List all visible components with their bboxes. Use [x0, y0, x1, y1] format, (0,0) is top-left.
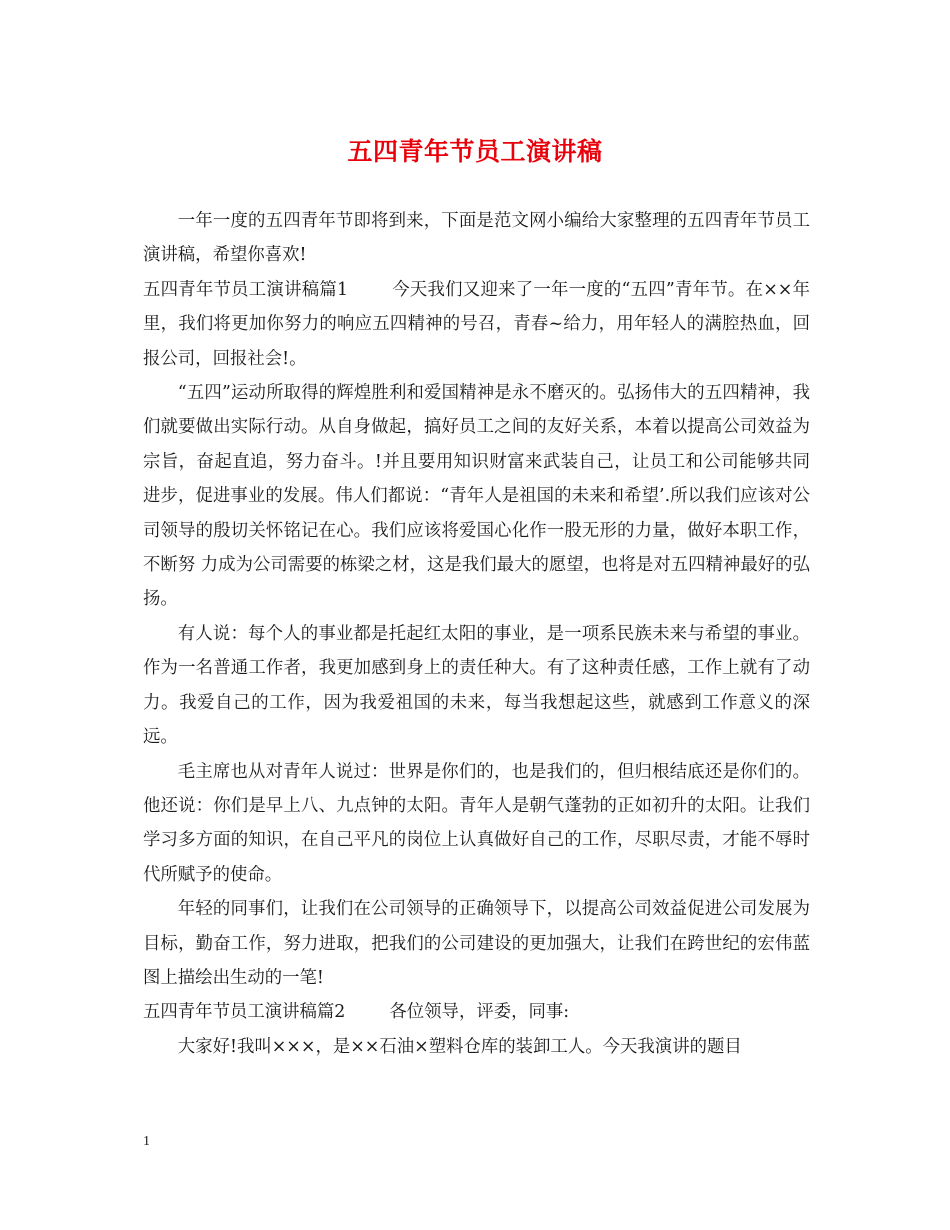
section-2-heading: 五四青年节员工演讲稿篇2 [143, 1002, 346, 1023]
body-paragraph: 有人说：每个人的事业都是托起红太阳的事业，是一项系民族未来与希望的事业。作为一名普通工作者，我更加感到身上的责任种大。有了这种责任感，工作上就有了动力。我爱自己的工作，因为我爱祖国的未来，每当我想起这些，就感到工作意义的深远。 [143, 623, 810, 748]
body-paragraph: “五四”运动所取得的辉煌胜利和爱国精神是永不磨灭的。弘扬伟大的五四精神，我们就要做出实际行动。从自身做起，搞好员工之间的友好关系，本着以提高公司效益为宗旨，奋起直追，努力奋斗。!并且要用知识财富来武装自己，让员工和公司能够共同进步，促进事业的发展。伟人们都说：“青年人是祖国的未来和希望’.所以我们应该对公司领导的殷切关怀铭记在心。我们应该将爱国心化作一股无形的力量，做好本职工作，不断努 力成为公司需要的栋梁之材，这是我们最大的愿望，也将是对五四精神最好的弘扬。 [143, 383, 810, 610]
intro-paragraph: 一年一度的五四青年节即将到来，下面是范文网小编给大家整理的五四青年节员工演讲稿，希望你喜欢! [143, 211, 810, 266]
page-number: 1 [143, 1134, 150, 1149]
section-2-text: 各位领导，评委，同事: [389, 1002, 570, 1023]
section-1-text: 今天我们又迎来了一年一度的“五四”青年节。在××年里，我们将更加你努力的响应五四精神的号召，青春~给力，用年轻人的满腔热血，回报公司，回报社会!。 [143, 279, 810, 369]
section-1-paragraph [143, 273, 810, 376]
document-title: 五四青年节员工演讲稿 [347, 137, 603, 166]
section-2-paragraph [143, 995, 810, 1029]
body-paragraph: 毛主席也从对青年人说过：世界是你们的，也是我们的，但归根结底还是你们的。他还说：你们是早上八、九点钟的太阳。青年人是朝气蓬勃的正如初升的太阳。让我们学习多方面的知识，在自己平凡的岗位上认真做好自己的工作，尽职尽责，才能不辱时代所赋予的使命。 [143, 761, 810, 885]
body-paragraph: 大家好!我叫×××，是××石油×塑料仓库的装卸工人。今天我演讲的题目 [177, 1036, 742, 1057]
body-paragraph: 年轻的同事们，让我们在公司领导的正确领导下，以提高公司效益促进公司发展为目标，勤奋工作，努力进取，把我们的公司建设的更加强大，让我们在跨世纪的宏伟蓝图上描绘出生动的一笔! [143, 899, 810, 988]
section-1-heading: 五四青年节员工演讲稿篇1 [143, 279, 349, 300]
document-body [143, 204, 810, 1064]
